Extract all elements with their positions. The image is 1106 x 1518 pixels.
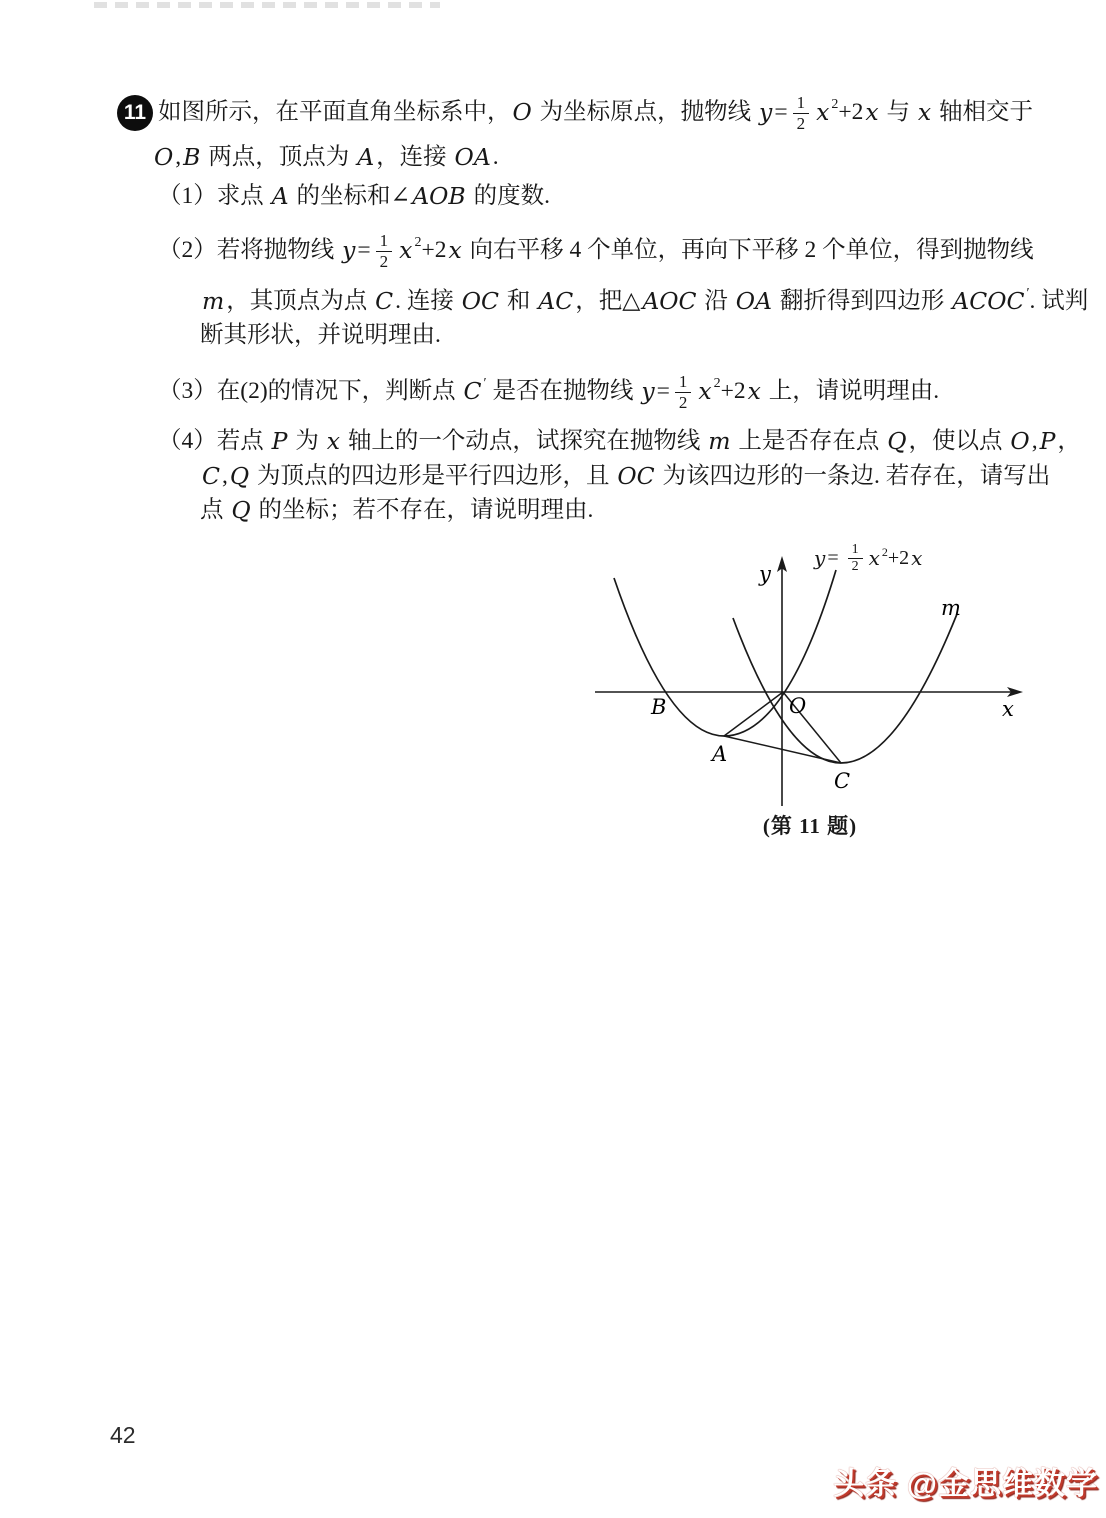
math-variable: x <box>747 377 761 406</box>
text-run: +2 <box>421 237 447 264</box>
y-axis-label: y <box>759 562 771 586</box>
text-run: 点 <box>200 497 230 524</box>
text-run: = <box>656 378 670 405</box>
x-axis-label: x <box>1002 697 1014 721</box>
text-run: 轴上的一个动点，试探究在抛物线 <box>341 428 707 455</box>
text-run: = <box>827 546 844 569</box>
text-run: （2）若将抛物线 <box>158 237 341 264</box>
math-variable: y <box>814 546 826 570</box>
math-variable: AC <box>538 287 574 316</box>
math-variable: x <box>448 236 462 265</box>
math-variable: C <box>202 462 220 491</box>
math-variable: x <box>816 98 830 127</box>
text-run: 为该四边形的一条边. 若存在，请写出 <box>656 463 1051 490</box>
text-run: +2 <box>838 99 864 126</box>
text-run: ，其顶点为点 <box>226 288 374 315</box>
math-variable: m <box>202 287 225 316</box>
text-run: 的坐标；若不存在，请说明理由. <box>252 497 594 524</box>
text-run: 两点，顶点为 <box>202 144 356 171</box>
label-m: m <box>941 596 961 620</box>
math-variable: Q <box>231 496 251 525</box>
text-run: 翻折得到四边形 <box>774 288 951 315</box>
math-variable: y <box>759 98 773 127</box>
math-variable: P <box>271 427 288 456</box>
math-variable: m <box>708 427 731 456</box>
superscript: 2 <box>713 376 721 391</box>
text-run: +2 <box>720 378 746 405</box>
text-run: 向右平移 4 个单位，再向下平移 2 个单位，得到抛物线 <box>463 237 1034 264</box>
math-variable: O <box>154 143 174 172</box>
text-run: ， <box>1057 428 1081 455</box>
math-variable: x <box>399 236 413 265</box>
fraction-denominator: 2 <box>851 558 859 574</box>
text-run: （1）求点 <box>158 183 270 210</box>
text-run: 上是否存在点 <box>732 428 886 455</box>
text-run: 沿 <box>698 288 734 315</box>
math-variable: B <box>183 143 201 172</box>
label-B: B <box>651 695 667 719</box>
text-run: ，使以点 <box>908 428 1009 455</box>
text-run: 轴相交于 <box>933 99 1034 126</box>
text-run: +2 <box>887 546 910 569</box>
text-run: , <box>175 144 182 171</box>
text-run: 为 <box>289 428 325 455</box>
math-variable: x <box>865 98 879 127</box>
figure-curve-equation <box>812 536 924 580</box>
text-run: . 连接 <box>395 288 460 315</box>
fraction <box>848 542 863 574</box>
math-variable: y <box>342 236 356 265</box>
text-run: . 试判 <box>1029 288 1089 315</box>
text-run: ，把△ <box>575 288 641 315</box>
math-variable: AOB <box>412 182 466 211</box>
watermark: 头条 @金思维数学 <box>833 1466 1098 1501</box>
text-run: （4）若点 <box>158 428 270 455</box>
text-run: = <box>774 99 788 126</box>
math-variable: ACOC <box>952 287 1025 316</box>
superscript: ′ <box>1026 286 1030 301</box>
fraction-numerator: 1 <box>848 542 863 559</box>
math-variable: C <box>375 287 394 316</box>
math-variable: A <box>271 182 289 211</box>
math-variable: OC <box>617 462 655 491</box>
problem-number: 11 <box>123 101 147 124</box>
math-variable: AOC <box>642 287 697 316</box>
fraction-denominator: 2 <box>379 251 389 271</box>
superscript: 2 <box>881 545 888 559</box>
math-variable: x <box>698 377 712 406</box>
label-A: A <box>712 742 728 766</box>
math-variable: x <box>917 98 932 127</box>
superscript: 2 <box>414 235 422 250</box>
math-variable: C <box>463 377 482 406</box>
text-run: 的坐标和∠ <box>290 183 411 210</box>
text-run: 是否在抛物线 <box>486 378 640 405</box>
math-variable: Q <box>887 427 907 456</box>
math-variable: x <box>326 427 340 456</box>
superscript: 2 <box>831 97 839 112</box>
text-run: , <box>221 463 228 490</box>
math-variable: OA <box>454 143 491 172</box>
fraction-numerator: 1 <box>376 231 393 251</box>
fraction-denominator: 2 <box>796 113 806 133</box>
math-variable: OC <box>461 287 500 316</box>
fraction-numerator: 1 <box>793 93 810 113</box>
math-variable: A <box>357 143 375 172</box>
text-run: ，连接 <box>376 144 453 171</box>
math-variable: OA <box>735 287 773 316</box>
math-variable: x <box>911 546 923 570</box>
text-run: 和 <box>501 288 537 315</box>
segment-OA <box>724 692 783 736</box>
text-run: 上，请说明理由. <box>762 378 940 405</box>
text-run: 的度数. <box>467 183 550 210</box>
text-run: = <box>357 237 371 264</box>
text-run: 为坐标原点，抛物线 <box>533 99 758 126</box>
text-run: 断其形状，并说明理由. <box>200 322 441 349</box>
math-variable: y <box>641 377 655 406</box>
parabola-m-curve <box>733 614 957 763</box>
text-run: . <box>492 144 499 171</box>
superscript: ′ <box>483 376 487 391</box>
math-variable: O <box>512 98 532 127</box>
figure-caption: (第 11 题) <box>762 814 858 838</box>
fraction-denominator: 2 <box>678 392 688 412</box>
fraction-numerator: 1 <box>675 372 692 392</box>
text-run: 与 <box>880 99 916 126</box>
text-run: （3）在(2)的情况下，判断点 <box>158 378 462 405</box>
math-variable: Q <box>229 462 250 491</box>
text-run: 为顶点的四边形是平行四边形，且 <box>251 463 616 490</box>
math-variable: P <box>1039 427 1056 456</box>
label-O: O <box>789 694 807 718</box>
label-C: C <box>834 769 851 793</box>
text-run: 如图所示，在平面直角坐标系中， <box>158 99 511 126</box>
text-run: , <box>1031 428 1038 455</box>
page-number: 42 <box>110 1422 136 1448</box>
math-variable: x <box>868 546 880 570</box>
math-variable: O <box>1010 427 1030 456</box>
